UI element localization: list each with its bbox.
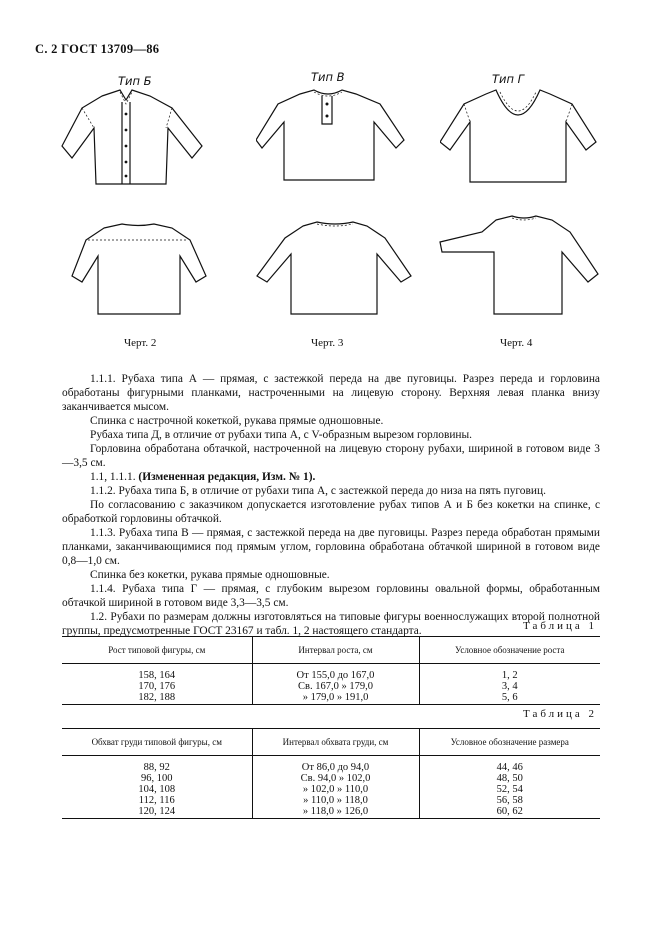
- table-row: [62, 784, 600, 795]
- table-cell: » 118,0 » 126,0: [252, 806, 419, 819]
- page-header: С. 2 ГОСТ 13709—86: [35, 42, 160, 56]
- table-cell: » 102,0 » 110,0: [252, 784, 419, 795]
- table-cell: 1, 2: [419, 664, 600, 682]
- table-cell: 120, 124: [62, 806, 252, 819]
- paragraph: 1.1.4. Рубаха типа Г — прямая, с глубоким вырезом горловины овальной формы, обработанным обтачкой шириной в готовом виде 3,3—3,5 см.: [62, 583, 600, 609]
- paragraph: Спинка без кокетки, рукава прямые одношовные.: [90, 569, 330, 581]
- table-1: [62, 636, 600, 705]
- paragraph: 1.1.3. Рубаха типа В — прямая, с застежкой переда на две пуговицы. Разрез переда обработан прямыми планками, заканчивающимися под прямым углом, горловина обработана обтачкой шириной в готовом виде 0,8—1,0 см.: [62, 527, 600, 567]
- table-cell: 112, 116: [138, 795, 175, 806]
- table-header: Обхват груди типовой фигуры, см: [62, 729, 252, 756]
- paragraph: 1.1.2. Рубаха типа Б, в отличие от рубахи типа А, с застежкой переда до низа на пять пуговиц.: [90, 485, 546, 497]
- table-cell: 52, 54: [419, 784, 600, 795]
- paragraph: Рубаха типа Д, в отличие от рубахи типа А, с V-образным вырезом горловины.: [90, 429, 473, 441]
- table-header: Интервал роста, см: [252, 637, 419, 664]
- table-cell: 3, 4: [419, 681, 600, 692]
- table-cell: 96, 100: [141, 773, 173, 784]
- table-header: Рост типовой фигуры, см: [62, 637, 252, 664]
- amendment-prefix: 1.1, 1.1.1.: [90, 471, 136, 483]
- table-header: Условное обозначение роста: [419, 637, 600, 664]
- paragraph: Горловина обработана обтачкой, настроченной на лицевую сторону рубахи, шириной в готовом виде 3—3,5 см.: [62, 443, 600, 469]
- table-2: [62, 728, 600, 819]
- paragraph: Спинка с настрочной кокеткой, рукава прямые одношовные.: [90, 415, 384, 427]
- chert-2-label: Черт. 2: [124, 337, 157, 349]
- amendment-note: [62, 470, 600, 484]
- table-cell: 48, 50: [419, 773, 600, 784]
- table-2-title: Таблица 2: [523, 708, 598, 720]
- table-cell: От 86,0 до 94,0: [252, 756, 419, 774]
- shirt-back-drawing-chert-2: [68, 218, 208, 318]
- body-text: [62, 372, 600, 638]
- table-row: [62, 795, 600, 806]
- chert-3-label: Черт. 3: [311, 337, 344, 349]
- table-cell: » 110,0 » 118,0: [252, 795, 419, 806]
- table-cell: 88, 92: [143, 762, 170, 773]
- table-row: [62, 681, 600, 692]
- table-cell: От 155,0 до 167,0: [252, 664, 419, 682]
- caption-type-g: Тип Г: [492, 72, 525, 86]
- table-cell: Св. 94,0 » 102,0: [252, 773, 419, 784]
- table-cell: 182, 188: [62, 692, 252, 705]
- chert-4-label: Черт. 4: [500, 337, 533, 349]
- paragraph: По согласованию с заказчиком допускается изготовление рубах типов А и Б без кокетки на спинке, с обработкой горловины обтачкой.: [62, 499, 600, 525]
- table-cell: 158, 164: [138, 670, 176, 681]
- table-cell: 60, 62: [419, 806, 600, 819]
- shirt-back-drawing-chert-3: [255, 218, 415, 318]
- table-cell: 104, 108: [138, 784, 176, 795]
- table-cell: 56, 58: [419, 795, 600, 806]
- shirt-type-v-front-drawing: [256, 86, 406, 186]
- amendment-bold: (Измененная редакция, Изм. № 1).: [138, 471, 316, 483]
- paragraph: 1.2. Рубахи по размерам должны изготовляться на типовые фигуры военнослужащих второй полнотной группы, предусмотренные ГОСТ 23167 и табл. 1, 2 настоящего стандарта.: [62, 611, 600, 637]
- table-row: [62, 664, 600, 682]
- shirt-type-g-front-drawing: [440, 86, 600, 186]
- table-cell: » 179,0 » 191,0: [252, 692, 419, 705]
- table-cell: Св. 167,0 » 179,0: [252, 681, 419, 692]
- shirt-type-b-front-drawing: [60, 86, 210, 186]
- table-cell: 170, 176: [138, 681, 176, 692]
- table-row: [62, 773, 600, 784]
- table-row: [62, 692, 600, 705]
- table-1-title: Таблица 1: [523, 620, 598, 632]
- table-row: [62, 806, 600, 819]
- caption-type-v: Тип В: [311, 70, 345, 84]
- paragraph: 1.1.1. Рубаха типа А — прямая, с застежкой переда на две пуговицы. Разрез переда и горловина обработаны фигурными планками, настроченными на лицевую сторону. Верхняя левая планка внизу заканчивается мысом.: [62, 373, 600, 413]
- table-cell: 44, 46: [419, 756, 600, 774]
- caption-type-b: Тип Б: [118, 74, 152, 88]
- table-cell: 5, 6: [419, 692, 600, 705]
- shirt-back-drawing-chert-4: [438, 212, 606, 318]
- table-header: Условное обозначение размера: [419, 729, 600, 756]
- table-header: Интервал обхвата груди, см: [252, 729, 419, 756]
- table-row: [62, 756, 600, 774]
